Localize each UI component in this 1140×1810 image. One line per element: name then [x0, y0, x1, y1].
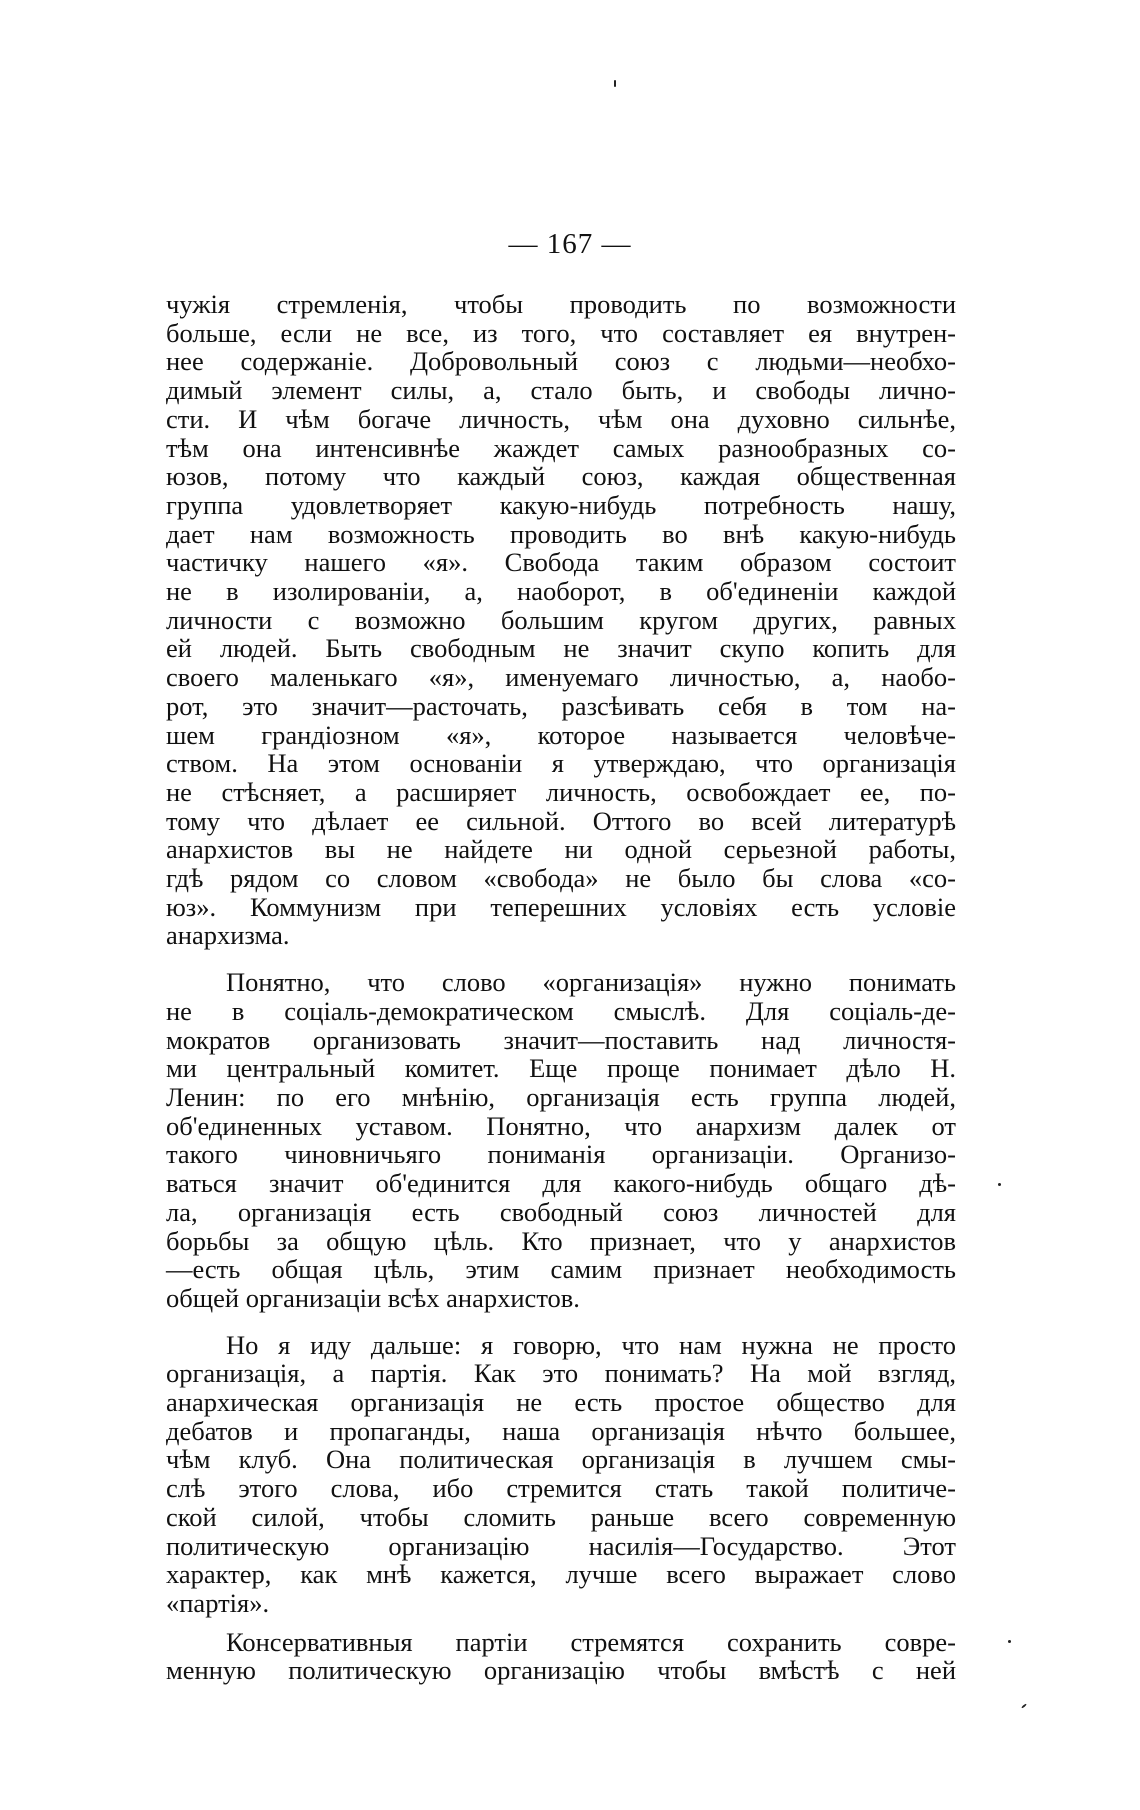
scan-speck	[998, 1183, 1001, 1186]
paragraph-3	[166, 1331, 956, 1618]
scan-speck	[1021, 1703, 1027, 1708]
paragraph-gap	[166, 1313, 956, 1331]
text-line: Но я иду дальше: я говорю, что нам нужна не просто	[226, 1329, 956, 1360]
text-line: организація, а партія. Как это понимать? На мой взгляд,	[166, 1358, 956, 1389]
text-line: дебатов и пропаганды, наша организація нѣчто большее,	[166, 1415, 956, 1446]
text-line: тѣм она интенсивнѣе жаждет самых разнообразных со-	[166, 432, 956, 463]
scan-speck	[614, 80, 616, 87]
text-line: рот, это значит—расточать, разсѣивать себя в том на-	[166, 690, 956, 721]
text-line: личности с возможно большим кругом других, равных	[166, 604, 956, 635]
text-line: сти. И чѣм богаче личность, чѣм она духовно сильнѣе,	[166, 403, 956, 434]
text-line: ла, организація есть свободный союз личностей для	[166, 1196, 956, 1227]
body-text	[166, 290, 956, 1685]
text-line: юзов, потому что каждый союз, каждая общественная	[166, 461, 956, 492]
text-line: ством. На этом основаніи я утверждаю, что организація	[166, 748, 956, 779]
page-number: — 167 —	[508, 228, 632, 260]
text-line: —есть общая цѣль, этим самим признает необходимость	[166, 1254, 956, 1285]
text-line: не в соціаль-демократическом смыслѣ. Для соціаль-де-	[166, 995, 956, 1026]
text-line: Понятно, что слово «организація» нужно понимать	[226, 967, 956, 998]
text-line: не в изолированіи, а, наоборот, в об'единеніи каждой	[166, 576, 956, 607]
text-line: больше, если не все, из того, что составляет ея внутрен-	[166, 317, 956, 348]
text-line: частичку нашего «я». Свобода таким образом состоит	[166, 547, 956, 578]
paragraph-gap	[166, 950, 956, 968]
paragraph-4	[166, 1628, 956, 1685]
text-line: нее содержаніе. Добровольный союз с людьми—необхо-	[166, 346, 956, 377]
text-line: политическую организацію насилія—Государство. Этот	[166, 1530, 956, 1561]
text-line: ваться значит об'единится для какого-нибудь общаго дѣ-	[166, 1168, 956, 1199]
text-line: такого чиновничьяго пониманія организаціи. Организо-	[166, 1139, 956, 1170]
text-line: анархизма.	[166, 920, 290, 951]
text-line: слѣ этого слова, ибо стремится стать такой политиче-	[166, 1473, 956, 1504]
text-line: Ленин: по его мнѣнію, организація есть группа людей,	[166, 1081, 956, 1112]
text-line: гдѣ рядом со словом «свобода» не было бы слова «со-	[166, 863, 956, 894]
text-line: группа удовлетворяет какую-нибудь потребность нашу,	[166, 489, 956, 520]
text-line: менную политическую организацію чтобы вмѣстѣ с ней	[166, 1655, 956, 1686]
text-line: общей организаціи всѣх анархистов.	[166, 1282, 580, 1313]
text-line: своего маленькаго «я», именуемаго личностью, а, наобо-	[166, 662, 956, 693]
text-line: характер, как мнѣ кажется, лучше всего выражает слово	[166, 1559, 956, 1590]
text-line: анархистов вы не найдете ни одной серьезной работы,	[166, 834, 956, 865]
text-line: тому что дѣлает ее сильной. Оттого во всей литературѣ	[166, 805, 956, 836]
text-line: чѣм клуб. Она политическая организація в лучшем смы-	[166, 1444, 956, 1475]
text-line: об'единенных уставом. Понятно, что анархизм далек от	[166, 1110, 956, 1141]
text-line: Консервативныя партіи стремятся сохранить совре-	[226, 1626, 956, 1657]
text-line: юз». Коммунизм при теперешних условіях есть условіе	[166, 891, 956, 922]
text-line: шем грандіозном «я», которое называется человѣче-	[166, 719, 956, 750]
text-line: мократов организовать значит—поставить над личностя-	[166, 1024, 956, 1055]
text-line: ской силой, чтобы сломить раньше всего современную	[166, 1501, 956, 1532]
paragraph-1	[166, 290, 956, 950]
text-line: дает нам возможность проводить во внѣ какую-нибудь	[166, 518, 956, 549]
text-line: «партія».	[166, 1587, 270, 1618]
text-line: димый элемент силы, а, стало быть, и свободы лично-	[166, 375, 956, 406]
scan-speck	[1008, 1640, 1011, 1643]
paragraph-2	[166, 968, 956, 1312]
text-line: борьбы за общую цѣль. Кто признает, что у анархистов	[166, 1225, 956, 1256]
text-line: не стѣсняет, а расширяет личность, освобождает ее, по-	[166, 776, 956, 807]
text-line: ми центральный комитет. Еще проще понимает дѣло Н.	[166, 1053, 956, 1084]
text-line: чужія стремленія, чтобы проводить по возможности	[166, 289, 956, 319]
text-line: ей людей. Быть свободным не значит скупо копить для	[166, 633, 956, 664]
text-line: анархическая организація не есть простое общество для	[166, 1387, 956, 1418]
